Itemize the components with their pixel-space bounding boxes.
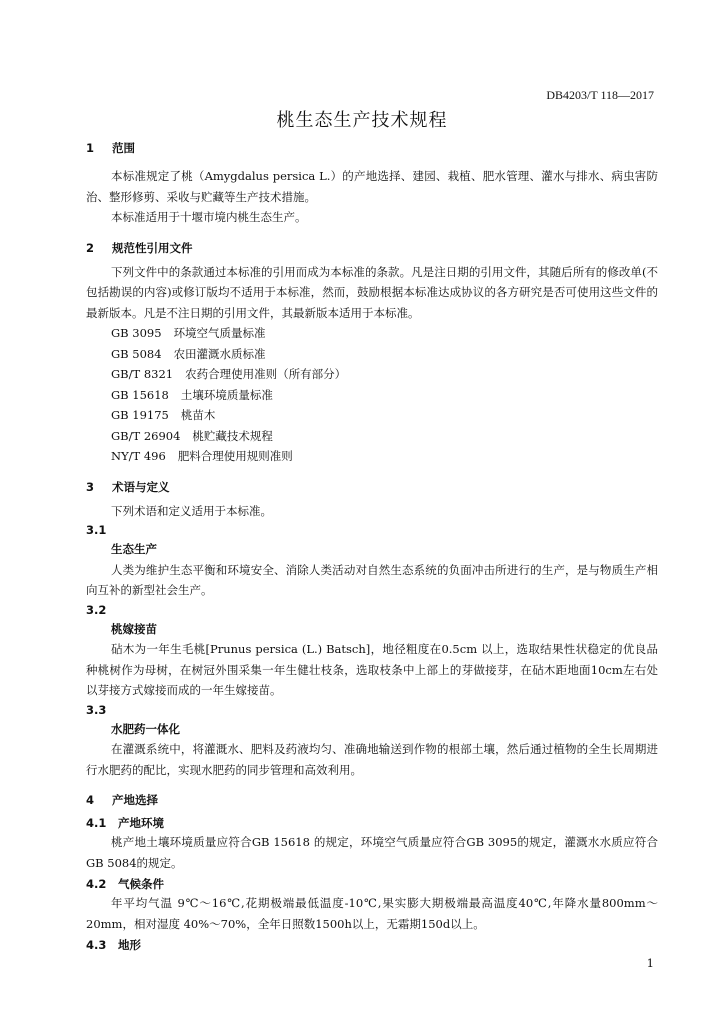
subsection-4-3-heading <box>86 936 658 954</box>
term-name: 水肥药一体化 <box>111 721 180 736</box>
subsection-number: 4.2 <box>86 877 107 891</box>
reference-name: 桃贮藏技术规程 <box>192 428 273 443</box>
term-definition: 砧木为一年生毛桃[Prunus persica (L.) Batsch]，地径粗度在0.5cm 以上，选取结果性状稳定的优良品种桃树作为母树，在树冠外围采集一年生健壮枝条，选取枝条中上部上的芽做接芽，在砧木距地面10cm左右处以芽接方式嫁接而成的一年生嫁接苗。 <box>86 642 658 697</box>
reference-code: GB 5084 <box>111 346 162 361</box>
section-number: 3 <box>86 479 95 494</box>
subsection-title: 产地环境 <box>118 816 164 830</box>
reference-name: 土壤环境质量标准 <box>180 387 273 402</box>
reference-name: 农田灌溉水质标准 <box>173 346 266 361</box>
section-4-heading <box>86 792 658 808</box>
section-1-heading <box>86 140 658 156</box>
term-definition: 在灌溉系统中，将灌溉水、肥料及药液均匀、准确地输送到作物的根部土壤，然后通过植物的全生长周期进行水肥药的配比，实现水肥药的同步管理和高效利用。 <box>86 742 658 777</box>
reference-item <box>111 426 658 447</box>
paragraph: 本标准规定了桃（Amygdalus persica L.）的产地选择、建园、栽植、肥水管理、灌水与排水、病虫害防治、整形修剪、采收与贮藏等生产技术措施。 <box>86 169 658 204</box>
reference-name: 农药合理使用准则（所有部分） <box>185 367 347 381</box>
reference-code: GB 3095 <box>111 326 162 340</box>
document-title: 桃生态生产技术规程 <box>276 110 448 131</box>
term-number: 3.1 <box>86 523 107 537</box>
subsection-number: 4.1 <box>86 816 107 830</box>
term-definition: 人类为维护生态平衡和环境安全、消除人类活动对自然生态系统的负面冲击所进行的生产，是与物质生产相向互补的新型社会生产。 <box>86 562 658 597</box>
section-title: 产地选择 <box>112 793 158 807</box>
section-number: 4 <box>86 793 95 807</box>
document-body <box>86 140 658 954</box>
reference-item <box>111 446 658 467</box>
term-name: 生态生产 <box>111 542 157 556</box>
term-name: 桃嫁接苗 <box>111 621 157 636</box>
page-number: 1 <box>646 956 654 970</box>
section-title: 范围 <box>112 141 135 155</box>
reference-code: GB/T 26904 <box>111 428 181 443</box>
subsection-title: 地形 <box>118 938 141 952</box>
reference-item <box>111 405 658 426</box>
reference-list <box>86 323 658 467</box>
reference-item <box>111 344 658 365</box>
paragraph: 下列术语和定义适用于本标准。 <box>111 503 272 518</box>
subsection-number: 4.3 <box>86 938 107 952</box>
reference-item <box>111 364 658 385</box>
reference-code: GB/T 8321 <box>111 367 174 381</box>
section-number: 1 <box>86 141 95 155</box>
paragraph: 本标准适用于十堰市境内桃生态生产。 <box>111 210 307 224</box>
section-title: 规范性引用文件 <box>112 240 193 255</box>
paragraph: 年平均气温 9℃～16℃,花期极端最低温度-10℃,果实膨大期极端最高温度40℃,年降水量800mm～20mm，相对湿度 40%～70%，全年日照数1500h以上，无霜期150d以上。 <box>86 896 658 931</box>
section-3-heading <box>86 479 658 495</box>
term-number: 3.2 <box>86 602 107 617</box>
section-2-heading <box>86 240 658 256</box>
section-title: 术语与定义 <box>112 479 170 494</box>
subsection-4-2-heading <box>86 875 658 893</box>
reference-code: GB 15618 <box>111 387 169 402</box>
reference-code: GB 19175 <box>111 408 169 422</box>
term-number: 3.3 <box>86 702 107 717</box>
paragraph: 桃产地土壤环境质量应符合GB 15618 的规定，环境空气质量应符合GB 3095的规定，灌溉水水质应符合GB 5084的规定。 <box>86 835 658 870</box>
reference-item <box>111 323 658 344</box>
section-number: 2 <box>86 240 95 255</box>
reference-name: 桃苗木 <box>180 408 216 422</box>
subsection-title: 气候条件 <box>118 877 164 891</box>
reference-code: NY/T 496 <box>111 449 166 463</box>
reference-item <box>111 385 658 406</box>
reference-name: 环境空气质量标准 <box>173 326 266 340</box>
subsection-4-1-heading <box>86 814 658 832</box>
document-code: DB4203/T 118—2017 <box>546 88 654 102</box>
paragraph: 下列文件中的条款通过本标准的引用而成为本标准的条款。凡是注日期的引用文件，其随后所有的修改单(不包括勘误的内容)或修订版均不适用于本标准，然而，鼓励根据本标准达成协议的各方研究是否可使用这些文件的最新版本。凡是不注日期的引用文件，其最新版本适用于本标准。 <box>86 264 658 320</box>
reference-name: 肥料合理使用规则准则 <box>177 449 293 463</box>
